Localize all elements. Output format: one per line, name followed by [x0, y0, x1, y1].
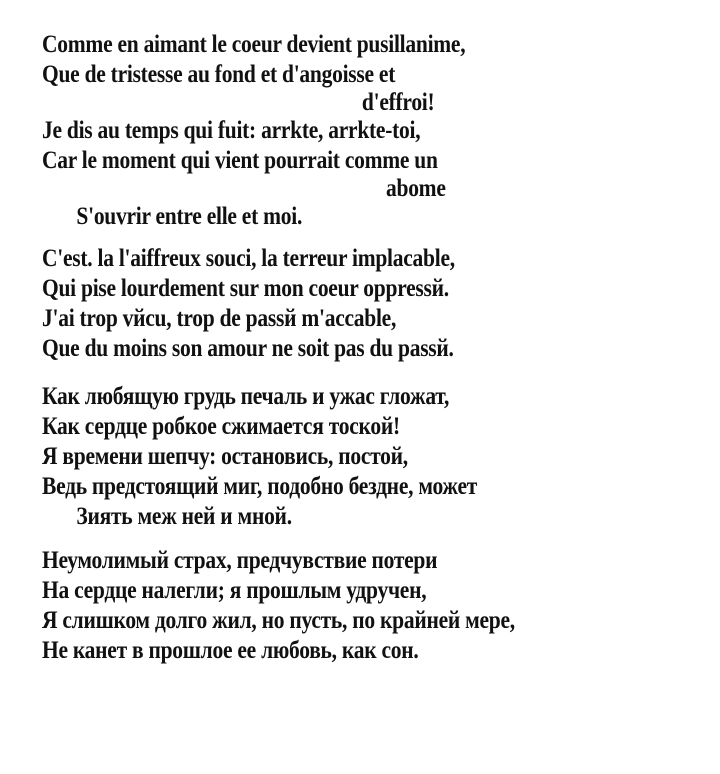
poem-line: Ведь предстоящий миг, подобно бездне, может	[42, 473, 478, 500]
poem-line: Я слишком долго жил, но пусть, по крайней мере,	[42, 607, 515, 634]
poem-line: Comme en aimant le coeur devient pusillanime,	[42, 31, 466, 58]
french-stanza-1	[42, 30, 702, 232]
poem-line: Неумолимый страх, предчувствие потери	[42, 547, 438, 574]
french-stanza-2	[42, 244, 702, 364]
poem-line: На сердце налегли; я прошлым удручен,	[42, 577, 427, 604]
poem-line-continuation: abome	[386, 175, 446, 202]
poem-line-continuation: d'effroi!	[361, 89, 435, 116]
poem-line: Car le moment qui vient pourrait comme un	[42, 147, 438, 174]
poem-line: Qui pise lourdement sur mon coeur oppressй.	[42, 275, 449, 302]
poem-line: Que de tristesse au fond et d'angoisse et	[42, 61, 396, 88]
poem-line: C'est. la l'aiffreux souci, la terreur implacable,	[42, 245, 455, 272]
poem-line: Je dis au temps qui fuit: arrkte, arrkte-toi,	[42, 117, 421, 144]
russian-stanza-1	[42, 382, 702, 532]
russian-stanza-2	[42, 546, 702, 666]
poem-line: Не канет в прошлое ее любовь, как сон.	[42, 637, 419, 664]
poem-line: Que du moins son amour ne soit pas du passй.	[42, 335, 454, 362]
poem-text	[42, 30, 702, 666]
poem-line: Я времени шепчу: остановись, постой,	[42, 443, 408, 470]
poem-line: J'ai trop vйcu, trop de passй m'accable,	[42, 305, 397, 332]
poem-line-indented: S'ouvrir entre elle et moi.	[76, 203, 303, 230]
poem-line: Как сердце робкое сжимается тоской!	[42, 413, 400, 440]
poem-line: Как любящую грудь печаль и ужас гложат,	[42, 383, 450, 410]
poem-line-indented: Зиять меж ней и мной.	[76, 503, 292, 530]
